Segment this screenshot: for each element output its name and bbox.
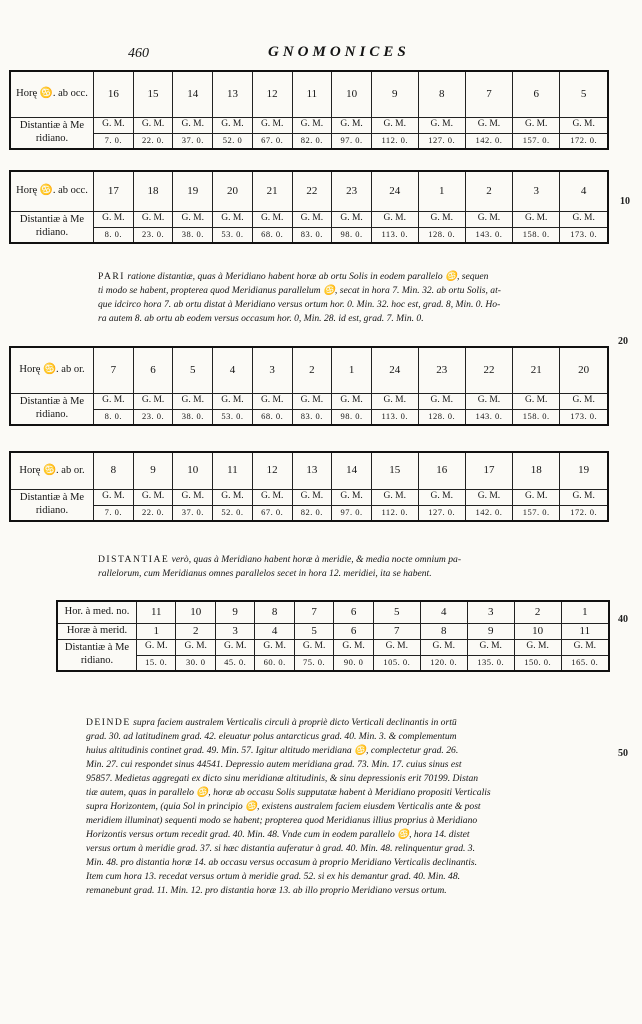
row-label: Distantiæ à Me ridiano. — [10, 117, 94, 149]
hour-cell: 12 — [252, 452, 292, 489]
distance-value-cell: 67. 0. — [252, 505, 292, 521]
gm-header-cell: G. M. — [215, 639, 254, 655]
margin-number: 20 — [618, 336, 628, 347]
gm-header-cell: G. M. — [94, 393, 134, 409]
hour-cell: 14 — [173, 71, 213, 117]
hour-distance-table — [56, 600, 610, 672]
gm-header-cell: G. M. — [176, 639, 215, 655]
gm-header-cell: G. M. — [252, 489, 292, 505]
hour-cell: 19 — [173, 171, 213, 211]
gm-header-cell: G. M. — [465, 393, 512, 409]
hour-cell: 16 — [94, 71, 134, 117]
distance-value-cell: 8. 0. — [94, 227, 134, 243]
gm-header-cell: G. M. — [252, 211, 292, 227]
gm-header-cell: G. M. — [133, 393, 173, 409]
distance-value-cell: 52. 0. — [213, 505, 253, 521]
hour-cell: 10 — [176, 601, 215, 623]
hour-cell: 19 — [560, 452, 608, 489]
distance-value-cell: 113. 0. — [371, 227, 418, 243]
distance-value-cell: 120. 0. — [420, 655, 467, 671]
hour-cell: 21 — [513, 347, 560, 393]
gm-header-cell: G. M. — [173, 489, 213, 505]
hour-cell: 5 — [373, 601, 420, 623]
gm-header-cell: G. M. — [560, 211, 608, 227]
distance-value-cell: 23. 0. — [133, 227, 173, 243]
hour-distance-table — [9, 451, 609, 522]
hour-cell: 3 — [252, 347, 292, 393]
row-label: Horę ♋. ab or. — [10, 347, 94, 393]
distance-value-cell: 90. 0 — [334, 655, 373, 671]
distance-value-cell: 98. 0. — [332, 409, 372, 425]
distance-value-cell: 30. 0 — [176, 655, 215, 671]
hour-cell: 7 — [373, 623, 420, 639]
distance-value-cell: 37. 0. — [173, 505, 213, 521]
hour-distance-table — [9, 346, 609, 426]
gm-header-cell: G. M. — [560, 489, 608, 505]
gm-header-cell: G. M. — [94, 489, 134, 505]
gm-header-cell: G. M. — [292, 211, 332, 227]
distance-value-cell: 98. 0. — [332, 227, 372, 243]
hour-cell: 6 — [334, 623, 373, 639]
distance-value-cell: 82. 0. — [292, 133, 332, 149]
hour-cell: 20 — [213, 171, 253, 211]
hour-cell: 22 — [292, 171, 332, 211]
hour-cell: 12 — [252, 71, 292, 117]
hour-cell: 5 — [294, 623, 333, 639]
hour-cell: 10 — [514, 623, 561, 639]
hour-cell: 15 — [133, 71, 173, 117]
row-label: Horę ♋. ab or. — [10, 452, 94, 489]
paragraph: DISTANTIAE verò, quas à Meridiano habent horæ à meridie, & media nocte omnium pa- rallelorum, cum Meridianus omnes parallelos secet in hora 12. meridiei, ita se habent. — [98, 554, 462, 579]
hour-cell: 3 — [513, 171, 560, 211]
gm-header-cell: G. M. — [373, 639, 420, 655]
distance-value-cell: 128. 0. — [418, 227, 465, 243]
page-number: 460 — [128, 46, 149, 61]
distance-value-cell: 157. 0. — [513, 505, 560, 521]
hour-cell: 5 — [173, 347, 213, 393]
distance-value-cell: 22. 0. — [133, 505, 173, 521]
gm-header-cell: G. M. — [371, 489, 418, 505]
distance-value-cell: 15. 0. — [137, 655, 176, 671]
hour-cell: 10 — [173, 452, 213, 489]
gm-header-cell: G. M. — [94, 211, 134, 227]
distance-value-cell: 60. 0. — [255, 655, 294, 671]
gm-header-cell: G. M. — [465, 211, 512, 227]
hour-cell: 9 — [215, 601, 254, 623]
hour-cell: 1 — [418, 171, 465, 211]
row-label: Horæ à merid. — [57, 623, 137, 639]
gm-header-cell: G. M. — [213, 117, 253, 133]
hour-cell: 11 — [213, 452, 253, 489]
row-label: Hor. à med. no. — [57, 601, 137, 623]
gm-header-cell: G. M. — [213, 489, 253, 505]
gm-header-cell: G. M. — [418, 393, 465, 409]
hour-cell: 15 — [371, 452, 418, 489]
gm-header-cell: G. M. — [133, 211, 173, 227]
hour-cell: 20 — [560, 347, 608, 393]
hour-cell: 16 — [418, 452, 465, 489]
hour-cell: 11 — [561, 623, 609, 639]
gm-header-cell: G. M. — [465, 489, 512, 505]
hour-cell: 13 — [292, 452, 332, 489]
gm-header-cell: G. M. — [418, 489, 465, 505]
distance-value-cell: 83. 0. — [292, 227, 332, 243]
distance-value-cell: 7. 0. — [94, 505, 134, 521]
gm-header-cell: G. M. — [467, 639, 514, 655]
hour-cell: 3 — [467, 601, 514, 623]
hour-cell: 8 — [255, 601, 294, 623]
gm-header-cell: G. M. — [292, 393, 332, 409]
gm-header-cell: G. M. — [513, 393, 560, 409]
distance-value-cell: 135. 0. — [467, 655, 514, 671]
hour-cell: 9 — [133, 452, 173, 489]
distance-value-cell: 173. 0. — [560, 227, 608, 243]
hour-cell: 7 — [94, 347, 134, 393]
hour-cell: 9 — [371, 71, 418, 117]
row-label: Horę ♋. ab occ. — [10, 71, 94, 117]
hour-cell: 24 — [371, 171, 418, 211]
distance-value-cell: 172. 0. — [560, 133, 608, 149]
hour-cell: 4 — [420, 601, 467, 623]
hour-cell: 4 — [213, 347, 253, 393]
gm-header-cell: G. M. — [133, 489, 173, 505]
distance-value-cell: 7. 0. — [94, 133, 134, 149]
hour-cell: 1 — [561, 601, 609, 623]
gm-header-cell: G. M. — [371, 117, 418, 133]
distance-value-cell: 75. 0. — [294, 655, 333, 671]
row-label: Distantiæ à Me ridiano. — [10, 489, 94, 521]
hour-cell: 11 — [137, 601, 176, 623]
hour-cell: 23 — [418, 347, 465, 393]
distance-value-cell: 128. 0. — [418, 409, 465, 425]
distance-value-cell: 97. 0. — [332, 505, 372, 521]
distance-value-cell: 127. 0. — [418, 505, 465, 521]
distance-value-cell: 38. 0. — [173, 227, 213, 243]
hour-cell: 10 — [332, 71, 372, 117]
hour-cell: 13 — [213, 71, 253, 117]
distance-value-cell: 83. 0. — [292, 409, 332, 425]
paragraph: PARI ratione distantiæ, quas à Meridiano habent horæ ab ortu Solis in eodem parallelo ♋, sequen ti modo se habent, propterea quod Meridianus parallelum ♋, secat in hora 7. Min. 32. ab ortu Solis, at- que idcirco hora 7. ab ortu distat à Meridiano versus ortum hor. 0. Min. 32. hoc est, grad. 8, Min. 0. Ho- ra autem 8. ab ortu ab eodem versus occasum hor. 0, Min. 28. id est, grad. 7. Min. 0. — [98, 271, 501, 324]
distance-value-cell: 82. 0. — [292, 505, 332, 521]
gm-header-cell: G. M. — [94, 117, 134, 133]
hour-distance-table — [9, 70, 609, 150]
hour-cell: 5 — [560, 71, 608, 117]
margin-number: 40 — [618, 614, 628, 625]
gm-header-cell: G. M. — [332, 393, 372, 409]
row-label: Distantiæ à Me ridiano. — [57, 639, 137, 671]
distance-value-cell: 127. 0. — [418, 133, 465, 149]
hour-cell: 7 — [465, 71, 512, 117]
distance-value-cell: 53. 0. — [213, 409, 253, 425]
distance-value-cell: 165. 0. — [561, 655, 609, 671]
gm-header-cell: G. M. — [334, 639, 373, 655]
hour-cell: 17 — [465, 452, 512, 489]
gm-header-cell: G. M. — [332, 211, 372, 227]
gm-header-cell: G. M. — [294, 639, 333, 655]
hour-distance-table — [9, 170, 609, 244]
hour-cell: 14 — [332, 452, 372, 489]
hour-cell: 6 — [334, 601, 373, 623]
gm-header-cell: G. M. — [418, 117, 465, 133]
hour-cell: 1 — [137, 623, 176, 639]
distance-value-cell: 143. 0. — [465, 227, 512, 243]
gm-header-cell: G. M. — [173, 393, 213, 409]
distance-value-cell: 172. 0. — [560, 505, 608, 521]
hour-cell: 11 — [292, 71, 332, 117]
gm-header-cell: G. M. — [513, 117, 560, 133]
hour-cell: 6 — [133, 347, 173, 393]
gm-header-cell: G. M. — [418, 211, 465, 227]
distance-value-cell: 52. 0 — [213, 133, 253, 149]
distance-value-cell: 37. 0. — [173, 133, 213, 149]
gm-header-cell: G. M. — [465, 117, 512, 133]
hour-cell: 18 — [133, 171, 173, 211]
distance-value-cell: 23. 0. — [133, 409, 173, 425]
distance-value-cell: 105. 0. — [373, 655, 420, 671]
distance-value-cell: 22. 0. — [133, 133, 173, 149]
distance-value-cell: 158. 0. — [513, 409, 560, 425]
distance-value-cell: 173. 0. — [560, 409, 608, 425]
row-label: Distantiæ à Me ridiano. — [10, 211, 94, 243]
hour-cell: 18 — [513, 452, 560, 489]
row-label: Horę ♋. ab occ. — [10, 171, 94, 211]
distance-value-cell: 8. 0. — [94, 409, 134, 425]
hour-cell: 2 — [176, 623, 215, 639]
gm-header-cell: G. M. — [213, 211, 253, 227]
hour-cell: 4 — [560, 171, 608, 211]
hour-cell: 8 — [418, 71, 465, 117]
gm-header-cell: G. M. — [173, 211, 213, 227]
gm-header-cell: G. M. — [513, 489, 560, 505]
gm-header-cell: G. M. — [371, 393, 418, 409]
hour-cell: 8 — [94, 452, 134, 489]
gm-header-cell: G. M. — [371, 211, 418, 227]
hour-cell: 24 — [371, 347, 418, 393]
gm-header-cell: G. M. — [292, 117, 332, 133]
gm-header-cell: G. M. — [513, 211, 560, 227]
distance-value-cell: 112. 0. — [371, 505, 418, 521]
gm-header-cell: G. M. — [560, 117, 608, 133]
hour-cell: 9 — [467, 623, 514, 639]
distance-value-cell: 142. 0. — [465, 505, 512, 521]
distance-value-cell: 97. 0. — [332, 133, 372, 149]
gm-header-cell: G. M. — [137, 639, 176, 655]
gm-header-cell: G. M. — [252, 393, 292, 409]
hour-cell: 8 — [420, 623, 467, 639]
running-title: GNOMONICES — [268, 44, 410, 60]
hour-cell: 7 — [294, 601, 333, 623]
gm-header-cell: G. M. — [252, 117, 292, 133]
distance-value-cell: 68. 0. — [252, 227, 292, 243]
margin-number: 10 — [620, 196, 630, 207]
hour-cell: 2 — [514, 601, 561, 623]
gm-header-cell: G. M. — [255, 639, 294, 655]
distance-value-cell: 142. 0. — [465, 133, 512, 149]
paragraph: DEINDE supra faciem australem Verticalis circuli à propriè dicto Verticali declinantis in ortū grad. 30. ad latitudinem grad. 42. eleuatur polus antarcticus grad. 40. Min. 3. & complementum huius altitudinis continet grad. 49. Min. 57. Igitur altitudo meridiana ♋, complectetur grad. 26. Min. 27. cui respondet sinus 44541. Depressio autem meridiana grad. 73. Min. 17. cuius sinus est 95857. Medietas aggregati ex dicto sinu meridianæ altitudinis, & sinu depressionis erit 70199. Distan tiæ autem, quas in parallelo ♋, horæ ab occasu Solis supputatæ habent à Meridiano propositi Verticalis supra Horizontem, (quia Sol in principio ♋, existens australem faciem eiusdem Verticalis ante & post meridiem illuminat) sequenti modo se habent; propterea quod Meridianus illius proprius à Meridiano Horizontis versus ortum recedit grad. 40. Min. 48. Vnde cum in eodem parallelo ♋, hora 14. distet versus ortum à meridie grad. 37. si hæc distantia auferatur à grad. 40. Min. 48. relinquentur grad. 3. Min. 48. pro distantia horæ 14. ab occasu versus occasum à proprio Meridiano Verticalis declinantis. Item cum hora 13. recedat versus ortum à meridie grad. 52. si ex his demantur grad. 40. Min. 48. remanebunt grad. 11. Min. 12. pro distantia horæ 13. ab illo proprio Meridiano versus ortum. — [86, 717, 491, 896]
hour-cell: 2 — [465, 171, 512, 211]
distance-value-cell: 157. 0. — [513, 133, 560, 149]
gm-header-cell: G. M. — [292, 489, 332, 505]
hour-cell: 1 — [332, 347, 372, 393]
hour-cell: 3 — [215, 623, 254, 639]
distance-value-cell: 143. 0. — [465, 409, 512, 425]
distance-value-cell: 113. 0. — [371, 409, 418, 425]
distance-value-cell: 38. 0. — [173, 409, 213, 425]
hour-cell: 17 — [94, 171, 134, 211]
hour-cell: 4 — [255, 623, 294, 639]
distance-value-cell: 53. 0. — [213, 227, 253, 243]
gm-header-cell: G. M. — [332, 117, 372, 133]
gm-header-cell: G. M. — [420, 639, 467, 655]
distance-value-cell: 68. 0. — [252, 409, 292, 425]
gm-header-cell: G. M. — [514, 639, 561, 655]
gm-header-cell: G. M. — [560, 393, 608, 409]
hour-cell: 6 — [513, 71, 560, 117]
hour-cell: 2 — [292, 347, 332, 393]
distance-value-cell: 112. 0. — [371, 133, 418, 149]
distance-value-cell: 150. 0. — [514, 655, 561, 671]
margin-number: 50 — [618, 748, 628, 759]
distance-value-cell: 67. 0. — [252, 133, 292, 149]
distance-value-cell: 158. 0. — [513, 227, 560, 243]
hour-cell: 23 — [332, 171, 372, 211]
gm-header-cell: G. M. — [173, 117, 213, 133]
hour-cell: 22 — [465, 347, 512, 393]
hour-cell: 21 — [252, 171, 292, 211]
row-label: Distantiæ à Me ridiano. — [10, 393, 94, 425]
gm-header-cell: G. M. — [332, 489, 372, 505]
gm-header-cell: G. M. — [133, 117, 173, 133]
distance-value-cell: 45. 0. — [215, 655, 254, 671]
gm-header-cell: G. M. — [213, 393, 253, 409]
gm-header-cell: G. M. — [561, 639, 609, 655]
